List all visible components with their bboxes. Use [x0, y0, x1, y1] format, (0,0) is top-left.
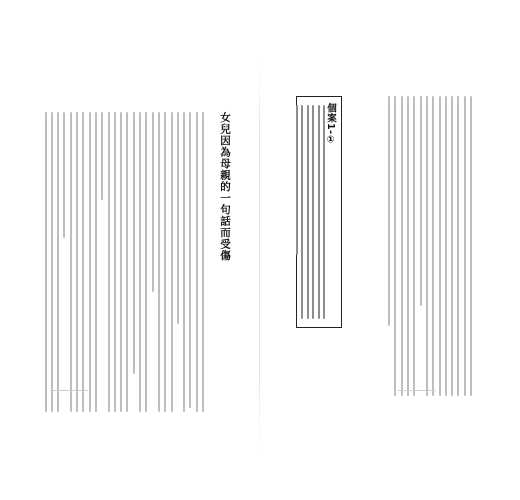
text-column — [420, 96, 422, 306]
text-column — [451, 96, 453, 396]
left-footer-rule — [50, 390, 88, 391]
text-column — [439, 96, 441, 396]
right-page-number-footer — [398, 388, 436, 394]
text-column — [145, 112, 147, 412]
text-column — [457, 96, 459, 396]
text-column — [108, 112, 110, 412]
text-column — [394, 96, 396, 396]
text-column — [301, 105, 303, 319]
text-column — [202, 112, 204, 412]
text-column — [120, 112, 122, 412]
text-column — [139, 112, 141, 412]
text-column — [126, 112, 128, 412]
text-column — [323, 105, 325, 319]
text-column — [164, 112, 166, 412]
text-column — [177, 112, 179, 324]
text-column — [51, 112, 53, 412]
text-column — [171, 112, 173, 412]
text-column — [45, 112, 47, 412]
text-column — [183, 112, 185, 412]
text-column — [158, 112, 160, 412]
text-column — [312, 105, 314, 319]
text-column — [470, 96, 472, 396]
text-column — [318, 105, 320, 319]
left-footer — [50, 388, 88, 394]
text-column — [401, 96, 403, 396]
text-column — [82, 112, 84, 412]
text-column — [196, 112, 198, 412]
text-column — [95, 112, 97, 412]
text-column — [57, 112, 59, 412]
text-column — [70, 112, 72, 412]
text-column — [445, 96, 447, 396]
text-column — [89, 112, 91, 412]
text-column — [407, 96, 409, 396]
section-heading: 女兒因為母親的一句話而受傷 — [219, 112, 231, 262]
text-column — [432, 96, 434, 396]
right-footer-rule — [398, 390, 436, 391]
text-column — [296, 105, 298, 255]
text-column — [413, 96, 415, 396]
text-column — [76, 112, 78, 412]
text-column — [101, 112, 103, 200]
text-column — [426, 96, 428, 396]
text-column — [189, 112, 191, 408]
case-box-title: 個案1-① — [325, 103, 336, 147]
text-column — [114, 112, 116, 412]
text-column — [307, 105, 309, 319]
case-box — [296, 96, 342, 328]
text-column — [464, 96, 466, 396]
text-column — [133, 112, 135, 374]
text-column — [388, 96, 390, 326]
text-column — [152, 112, 154, 292]
gutter — [259, 60, 260, 450]
text-column — [63, 112, 65, 238]
